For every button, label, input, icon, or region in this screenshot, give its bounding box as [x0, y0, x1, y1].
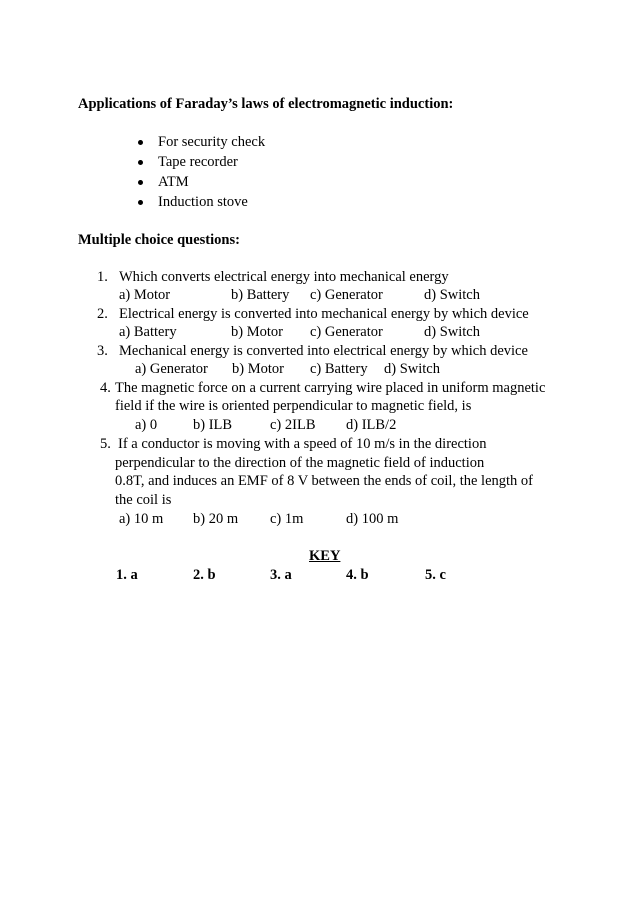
question-text: The magnetic force on a current carrying wire placed in uniform magnetic	[115, 380, 546, 396]
list-item-text: Induction stove	[158, 194, 248, 210]
option-c: c) 2ILB	[270, 417, 316, 433]
option-d: d) Switch	[424, 324, 480, 340]
option-c: c) Battery	[310, 361, 368, 377]
option-a: a) 10 m	[119, 511, 164, 527]
list-item-text: For security check	[158, 134, 266, 150]
question-number: 1.	[97, 269, 108, 285]
option-b: b) 20 m	[193, 511, 239, 527]
bullet-icon	[138, 200, 143, 205]
question-number: 5.	[100, 436, 111, 452]
option-d: d) ILB/2	[346, 417, 397, 433]
option-d: d) 100 m	[346, 511, 399, 527]
option-b: b) Motor	[231, 324, 283, 340]
answer-4: 4. b	[346, 567, 369, 583]
applications-heading: Applications of Faraday’s laws of electromagnetic induction:	[78, 96, 454, 112]
option-b: b) Motor	[232, 361, 284, 377]
question-number: 4.	[100, 380, 111, 396]
option-c: c) Generator	[310, 287, 383, 303]
option-a: a) Motor	[119, 287, 171, 303]
list-item-text: Tape recorder	[158, 154, 238, 170]
mcq-heading: Multiple choice questions:	[78, 232, 240, 248]
question-text: 0.8T, and induces an EMF of 8 V between the ends of coil, the length of	[115, 473, 533, 489]
option-a: a) Battery	[119, 324, 177, 340]
option-b: b) Battery	[231, 287, 290, 303]
option-a: a) 0	[135, 417, 158, 433]
question-number: 2.	[97, 306, 108, 322]
list-item-text: ATM	[158, 174, 189, 190]
question-text: field if the wire is oriented perpendicular to magnetic field, is	[115, 398, 472, 414]
question-text: Electrical energy is converted into mechanical energy by which device	[119, 306, 529, 322]
question-text: perpendicular to the direction of the magnetic field of induction	[115, 455, 485, 471]
answer-3: 3. a	[270, 567, 292, 583]
key-title: KEY	[309, 548, 341, 564]
question-text: Which converts electrical energy into mechanical energy	[119, 269, 449, 285]
option-d: d) Switch	[384, 361, 440, 377]
option-b: b) ILB	[193, 417, 233, 433]
option-c: c) 1m	[270, 511, 304, 527]
option-a: a) Generator	[135, 361, 208, 377]
question-text: If a conductor is moving with a speed of 10 m/s in the direction	[118, 436, 487, 452]
option-d: d) Switch	[424, 287, 480, 303]
answer-1: 1. a	[116, 567, 138, 583]
bullet-icon	[138, 180, 143, 185]
bullet-icon	[138, 160, 143, 165]
question-text: Mechanical energy is converted into electrical energy by which device	[119, 343, 528, 359]
answer-5: 5. c	[425, 567, 446, 583]
question-number: 3.	[97, 343, 108, 359]
question-text: the coil is	[115, 492, 172, 508]
option-c: c) Generator	[310, 324, 383, 340]
bullet-icon	[138, 140, 143, 145]
answer-2: 2. b	[193, 567, 216, 583]
